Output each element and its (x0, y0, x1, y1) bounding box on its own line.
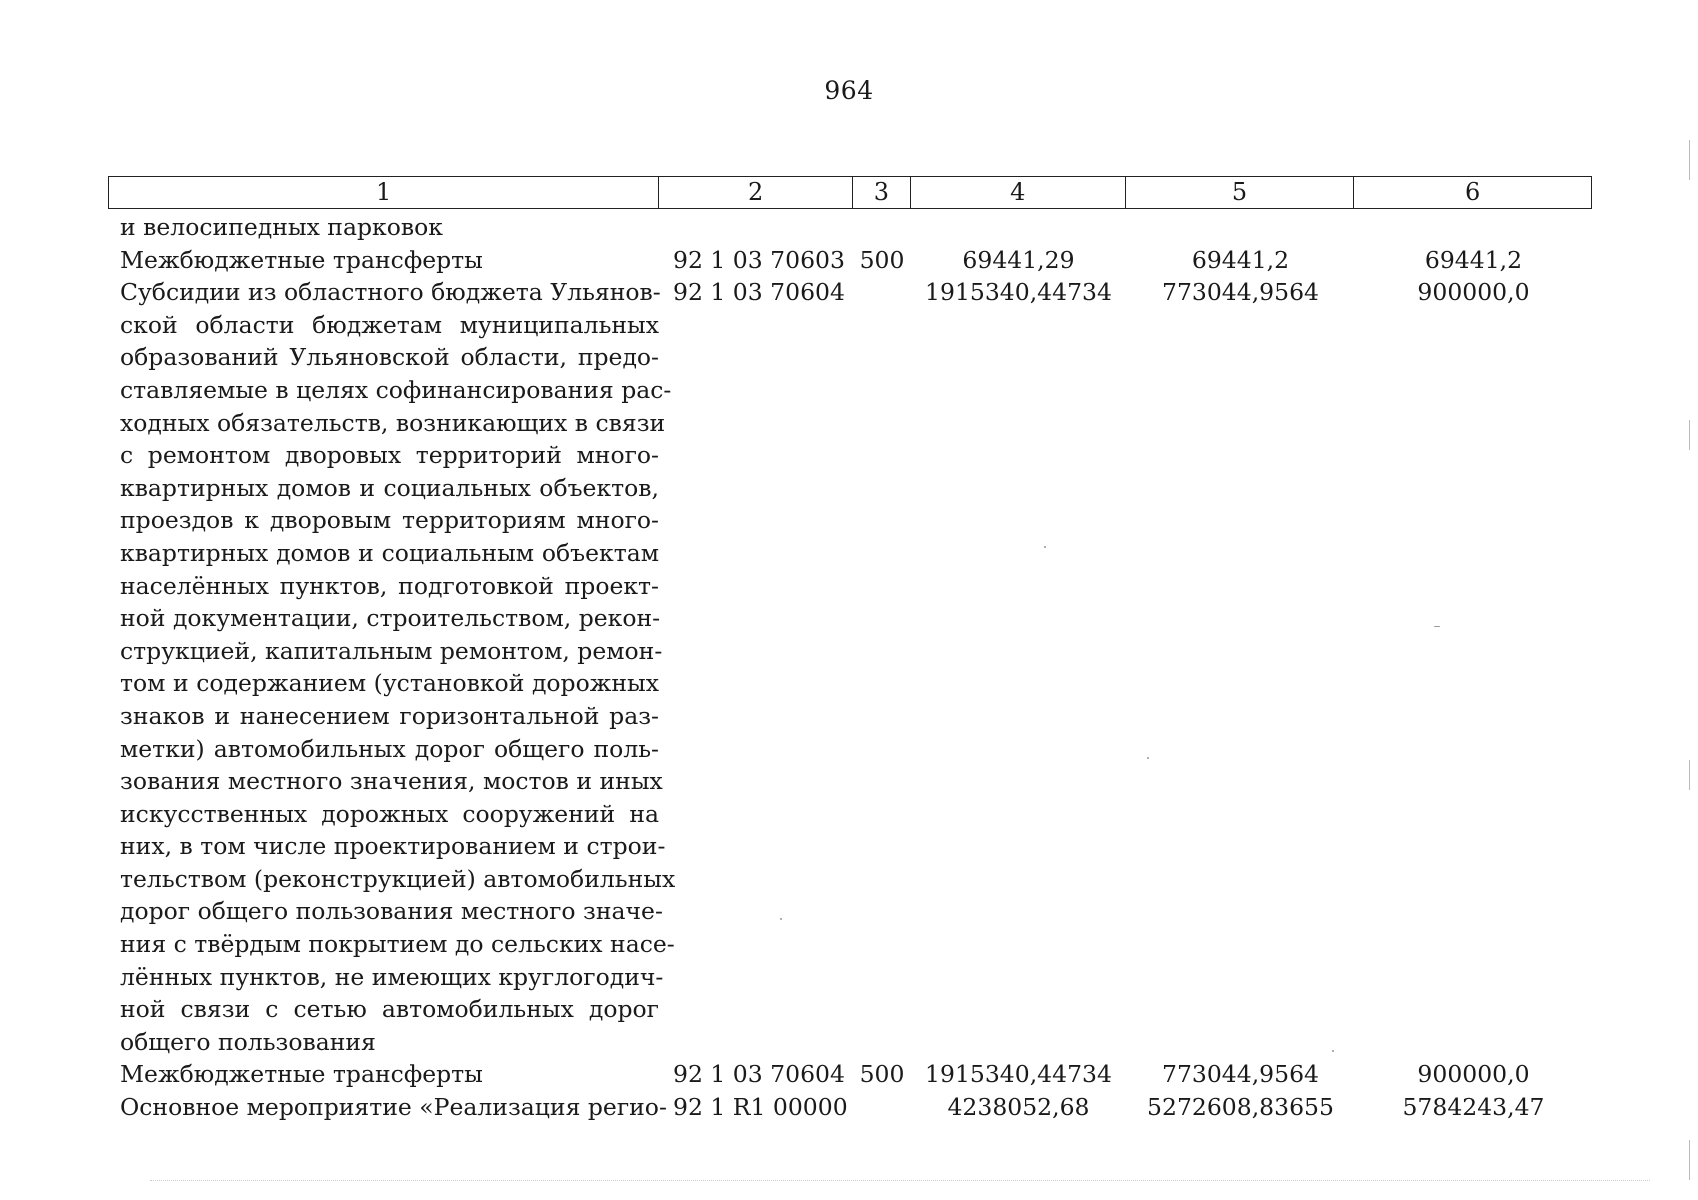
name-line: знаков и нанесением горизонтальной раз- (120, 701, 659, 730)
header-cell-3: 3 (853, 177, 911, 208)
table-header (108, 176, 1592, 209)
name-line: зования местного значения, мостов и иных (120, 767, 663, 796)
name-line: ния с твёрдым покрытием до сельских насе- (120, 930, 675, 959)
name-line: с ремонтом дворовых территорий много- (120, 441, 659, 470)
cell-value-4: 1915340,44734 (925, 1060, 1112, 1089)
cell-value-5: 69441,2 (1191, 245, 1290, 274)
table-row (108, 1058, 1592, 1091)
cell-value-6: 5784243,47 (1402, 1093, 1545, 1122)
cell-value-5 (1126, 211, 1355, 244)
cell-value-5: 773044,9564 (1162, 278, 1319, 307)
table-row (108, 211, 1592, 244)
name-line: образований Ульяновской области, предо- (120, 343, 659, 372)
header-cell-1: 1 (109, 177, 659, 208)
cell-type (853, 1091, 911, 1124)
name-line: ставляемые в целях софинансирования рас- (120, 375, 672, 404)
cell-value-4: 4238052,68 (947, 1093, 1090, 1122)
header-cell-6: 6 (1464, 178, 1481, 206)
name-line: и велосипедных парковок (120, 213, 443, 241)
cell-code: 92 1 R1 00000 (673, 1093, 848, 1122)
scan-bottom-dots (150, 1180, 1650, 1182)
cell-value-6: 69441,2 (1424, 245, 1523, 274)
cell-name (108, 244, 659, 277)
cell-value-6 (1355, 211, 1592, 244)
header-cell-2: 2 (659, 177, 853, 208)
name-line: них, в том числе проектированием и строи- (120, 832, 666, 861)
scan-speck (780, 918, 782, 920)
name-line: струкцией, капитальным ремонтом, ремон- (120, 636, 663, 665)
name-line: проездов к дворовым территориям много- (120, 506, 659, 535)
name-line: ной документации, строительством, рекон- (120, 604, 661, 633)
name-line: Субсидии из областного бюджета Ульянов- (120, 278, 661, 307)
name-line: квартирных домов и социальным объектам (120, 538, 659, 567)
table-body (108, 211, 1592, 1124)
cell-code (659, 211, 853, 244)
scan-speck (1434, 626, 1440, 627)
name-line: Основное мероприятие «Реализация регио- (120, 1093, 667, 1122)
cell-value-4: 1915340,44734 (925, 278, 1112, 307)
name-line: искусственных дорожных сооружений на (120, 799, 659, 828)
scan-speck (1332, 1050, 1334, 1052)
header-cell-5: 5 (1126, 177, 1355, 208)
name-line: метки) автомобильных дорог общего поль- (120, 734, 659, 763)
name-line: общего пользования (120, 1027, 376, 1056)
scan-edge-mark (1689, 140, 1690, 180)
scan-speck (1044, 546, 1046, 548)
cell-name (108, 1058, 659, 1091)
page-number: 964 (824, 76, 874, 105)
name-line: квартирных домов и социальных объектов, (120, 473, 659, 502)
name-line: Межбюджетные трансферты (120, 245, 483, 274)
scan-edge-mark (1689, 420, 1690, 450)
name-line: ной связи с сетью автомобильных дорог (120, 995, 659, 1024)
cell-value-5: 5272608,83655 (1147, 1093, 1334, 1122)
cell-value-4 (911, 211, 1126, 244)
cell-code: 92 1 03 70604 (673, 1060, 845, 1089)
name-line: Межбюджетные трансферты (120, 1060, 483, 1089)
cell-code: 92 1 03 70604 (673, 278, 845, 307)
cell-type (853, 276, 911, 1058)
table-row (108, 1091, 1592, 1124)
cell-value-4: 69441,29 (962, 245, 1075, 274)
header-cell-4: 4 (911, 177, 1126, 208)
scan-edge-mark (1689, 1140, 1690, 1180)
table-row (108, 276, 1592, 1058)
name-line: тельством (реконструкцией) автомобильных (120, 864, 676, 893)
cell-name (108, 276, 676, 1058)
name-line: населённых пунктов, подготовкой проект- (120, 571, 659, 600)
cell-value-6: 900000,0 (1417, 278, 1530, 307)
name-line: том и содержанием (установкой дорожных (120, 669, 659, 698)
cell-type: 500 (859, 1060, 905, 1089)
cell-value-6: 900000,0 (1417, 1060, 1530, 1089)
table-row (108, 244, 1592, 277)
cell-code: 92 1 03 70603 (673, 245, 845, 274)
name-line: ской области бюджетам муниципальных (120, 310, 659, 339)
name-line: дорог общего пользования местного значе- (120, 897, 663, 926)
cell-value-5: 773044,9564 (1162, 1060, 1319, 1089)
cell-type: 500 (859, 245, 905, 274)
scan-edge-mark (1689, 760, 1690, 790)
scan-speck (1147, 757, 1149, 759)
name-line: ходных обязательств, возникающих в связи (120, 408, 666, 437)
name-line: лённых пунктов, не имеющих круглогодич- (120, 962, 664, 991)
cell-type (853, 211, 911, 244)
cell-name (108, 211, 659, 244)
cell-name (108, 1091, 667, 1124)
